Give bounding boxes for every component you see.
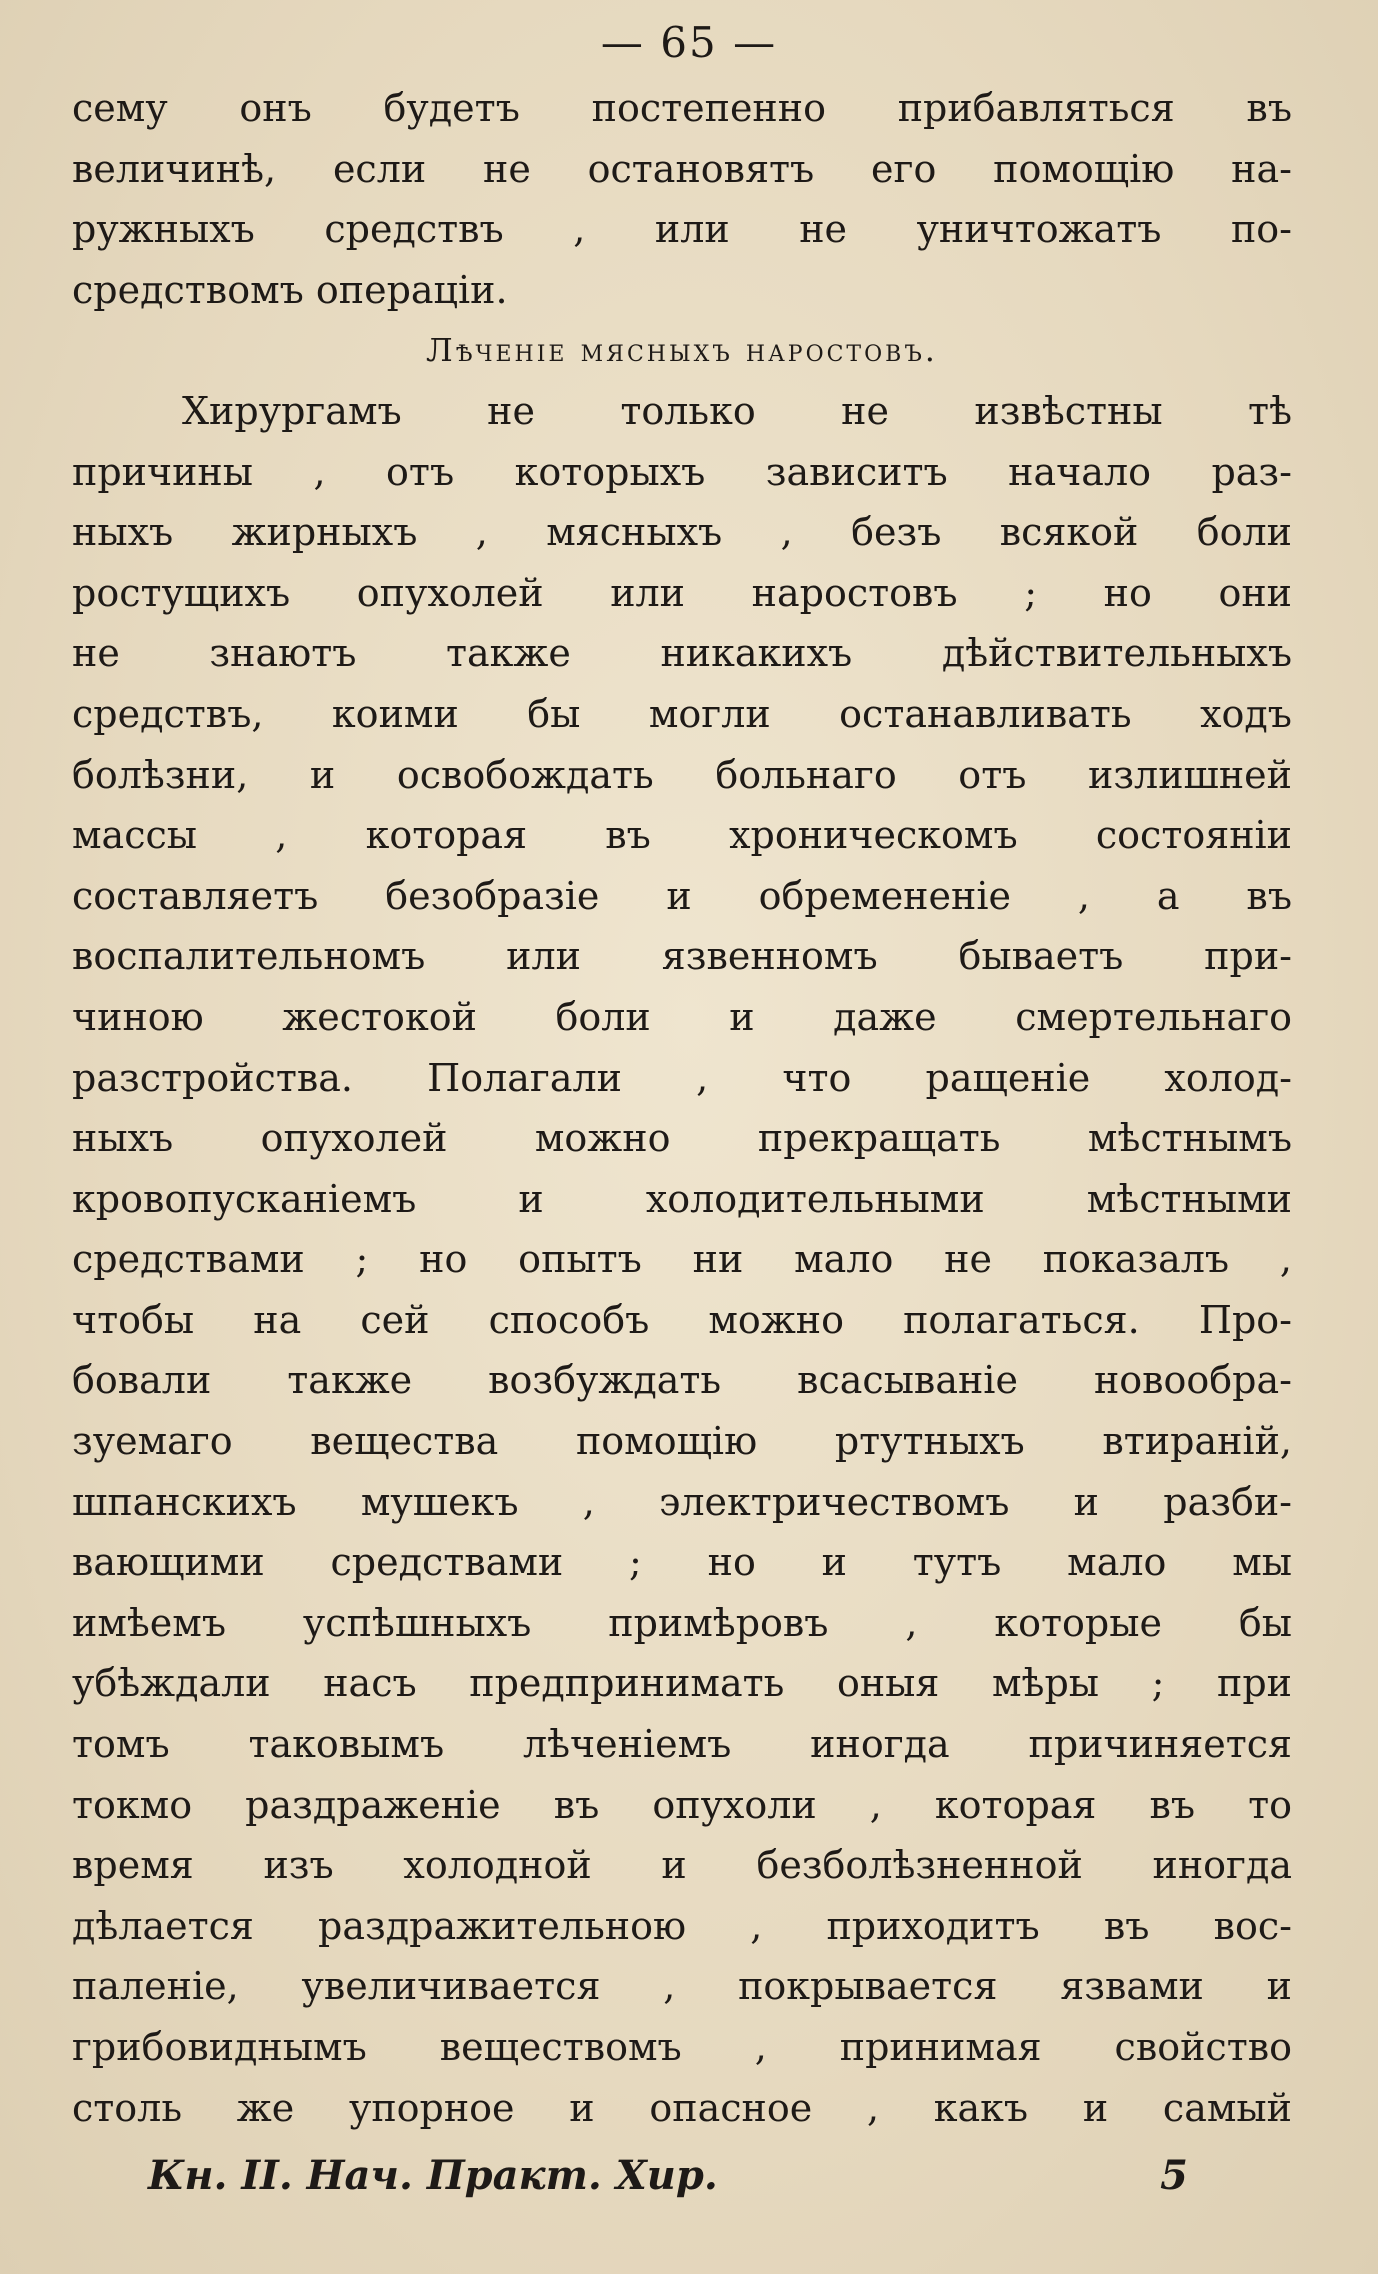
book-title: Кн. II. Нач. Практ. Хир. xyxy=(148,2152,718,2199)
text-line: средствъ, коими бы могли останавливать ходъ xyxy=(72,691,1292,736)
text-line: сему онъ будетъ постепенно прибавляться въ xyxy=(72,86,1292,130)
text-line: убѣждали насъ предпринимать оныя мѣры ; при xyxy=(72,1661,1292,1706)
text-line: средствами ; но опытъ ни мало не показалъ , xyxy=(72,1237,1292,1282)
text-line: имѣемъ успѣшныхъ примѣровъ , которые бы xyxy=(72,1600,1292,1645)
text-line: паленіе, увеличивается , покрывается язвами и xyxy=(72,1964,1292,2009)
text-line: ныхъ жирныхъ , мясныхъ , безъ всякой боли xyxy=(72,510,1292,555)
text-line: чиною жестокой боли и даже смертельнаго xyxy=(72,994,1292,1039)
text-line: кровопусканіемъ и холодительными мѣстными xyxy=(72,1176,1292,1221)
text-line: составляетъ безобразіе и обремененіе , а въ xyxy=(72,873,1292,918)
text-line: разстройства. Полагали , что ращеніе холод- xyxy=(72,1055,1292,1100)
text-line: ростущихъ опухолей или наростовъ ; но они xyxy=(72,570,1292,615)
text-line: средствомъ операціи. xyxy=(72,267,508,312)
body-text xyxy=(72,78,1292,2138)
text-line: чтобы на сей способъ можно полагаться. Про- xyxy=(72,1297,1292,1342)
text-line: томъ таковымъ лѣченіемъ иногда причиняется xyxy=(72,1722,1292,1767)
text-line: причины , отъ которыхъ зависитъ начало раз- xyxy=(72,449,1292,494)
text-line: величинѣ, если не остановятъ его помощію на- xyxy=(72,146,1292,191)
text-line: время изъ холодной и безболѣзненной иногда xyxy=(72,1843,1292,1888)
text-line: массы , которая въ хроническомъ состояніи xyxy=(72,813,1292,858)
text-line: шпанскихъ мушекъ , электричествомъ и разби- xyxy=(72,1479,1292,1524)
text-line: ныхъ опухолей можно прекращать мѣстнымъ xyxy=(72,1116,1292,1161)
section-heading: Лѣченіе мясныхъ наростовъ. xyxy=(426,331,938,370)
text-line: дѣлается раздражительною , приходитъ въ вос- xyxy=(72,1903,1292,1948)
text-line: болѣзни, и освобождать больнаго отъ излишней xyxy=(72,752,1292,797)
text-line: не знаютъ также никакихъ дѣйствительныхъ xyxy=(72,631,1292,676)
text-line: токмо раздраженіе въ опухоли , которая въ то xyxy=(72,1782,1292,1827)
text-line: зуемаго вещества помощію ртутныхъ втираній, xyxy=(72,1419,1292,1464)
text-line: Хирургамъ не только не извѣстны тѣ xyxy=(182,388,1292,433)
text-line: столь же упорное и опасное , какъ и самый xyxy=(72,2085,1292,2130)
text-line: воспалительномъ или язвенномъ бываетъ при- xyxy=(72,934,1292,979)
signature-mark: 5 xyxy=(1160,2152,1188,2199)
text-line: вающими средствами ; но и тутъ мало мы xyxy=(72,1540,1292,1585)
text-line: грибовиднымъ веществомъ , принимая свойство xyxy=(72,2025,1292,2069)
page-number: — 65 — xyxy=(600,18,778,67)
text-line: ружныхъ средствъ , или не уничтожатъ по- xyxy=(72,207,1292,252)
text-line: бовали также возбуждать всасываніе новообра- xyxy=(72,1358,1292,1403)
page-footer xyxy=(148,2152,1188,2199)
